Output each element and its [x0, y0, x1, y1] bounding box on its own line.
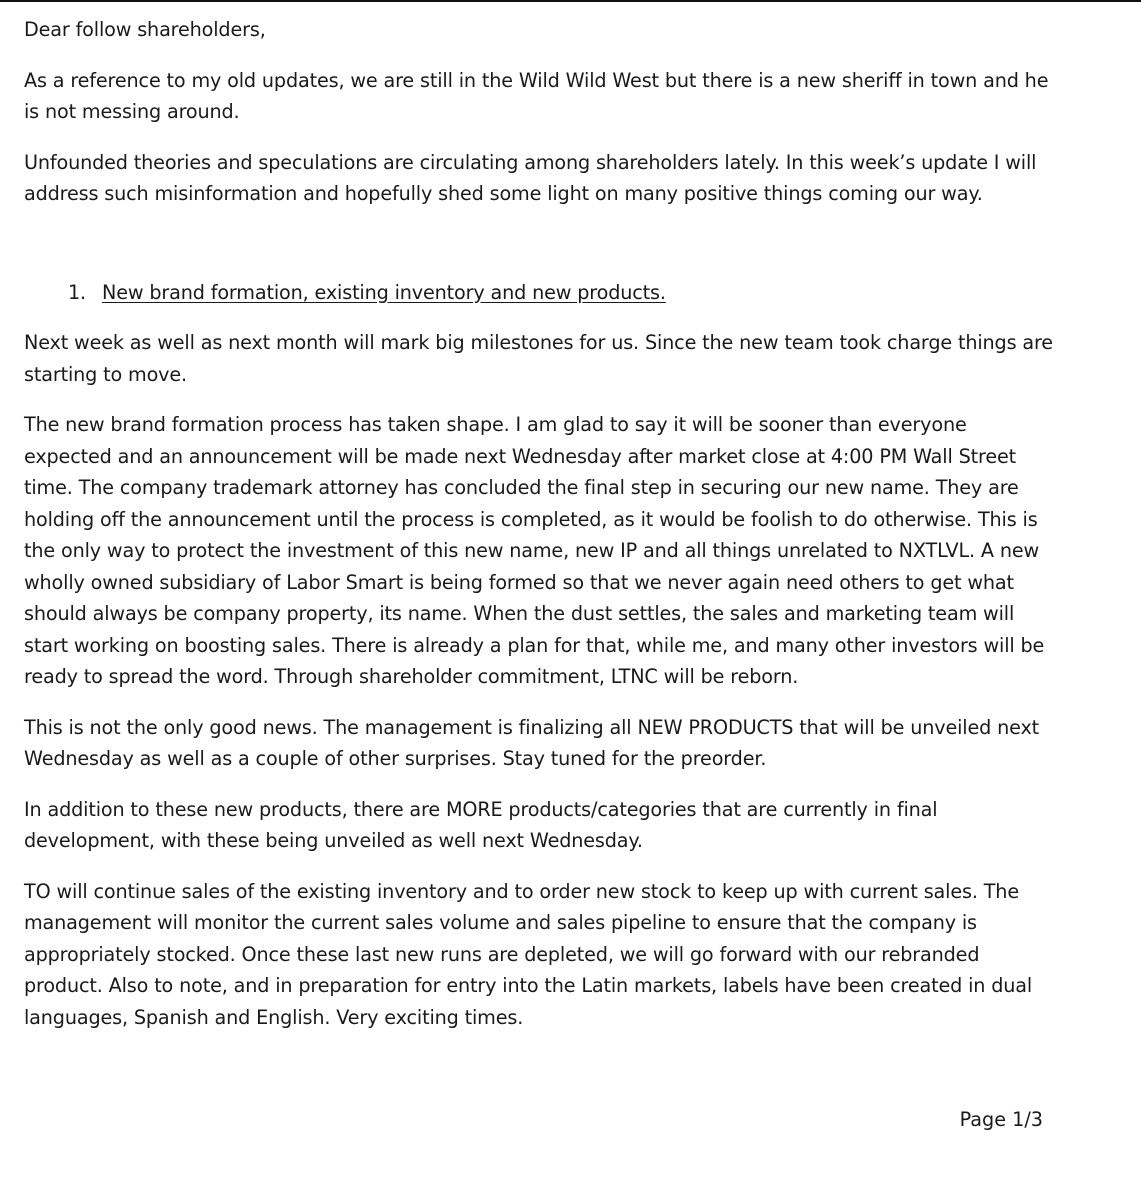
- document-page: [24, 14, 1054, 1052]
- section-title: New brand formation, existing inventory and new products.: [102, 280, 666, 304]
- body-paragraph-1: Next week as well as next month will mark big milestones for us. Since the new team took charge things are starting to move.: [24, 331, 1053, 386]
- body-paragraph-5: TO will continue sales of the existing inventory and to order new stock to keep up with current sales. The management will monitor the current sales volume and sales pipeline to ensure that the company is appropriately stocked. Once these last new runs are depleted, we will go forward with our rebranded product. Also to note, and in preparation for entry into the Latin markets, labels have been created in dual languages, Spanish and English. Very exciting times.: [24, 879, 1033, 1029]
- body-paragraph-3: This is not the only good news. The management is finalizing all NEW PRODUCTS that will be unveiled next Wednesday as well as a couple of other surprises. Stay tuned for the preorder.: [24, 715, 1040, 770]
- greeting: Dear follow shareholders,: [24, 18, 266, 41]
- intro-paragraph-1: As a reference to my old updates, we are still in the Wild Wild West but there is a new sheriff in town and he is not messing around.: [24, 68, 1049, 123]
- intro-paragraph-2: Unfounded theories and speculations are circulating among shareholders lately. In this week’s update I will address such misinformation and hopefully shed some light on many positive things coming our way.: [24, 150, 1037, 205]
- page-number: Page 1/3: [959, 1108, 1043, 1131]
- section-heading: [24, 277, 1054, 309]
- body-paragraph-4: In addition to these new products, there are MORE products/categories that are currently in final development, with these being unveiled as well next Wednesday.: [24, 797, 938, 852]
- section-number: 1.: [67, 280, 86, 304]
- blank-line: [24, 229, 1054, 277]
- top-border-rule: [0, 0, 1141, 2]
- body-paragraph-2: The new brand formation process has taken shape. I am glad to say it will be sooner than everyone expected and an announcement will be made next Wednesday after market close at 4:00 PM Wall Street time. The company trademark attorney has concluded the final step in securing our new name. They are holding off the announcement until the process is completed, as it would be foolish to do otherwise. This is the only way to protect the investment of this new name, new IP and all things unrelated to NXTLVL. A new wholly owned subsidiary of Labor Smart is being formed so that we never again need others to get what should always be company property, its name. When the dust settles, the sales and marketing team will start working on boosting sales. There is already a plan for that, while me, and many other investors will be ready to spread the word. Through shareholder commitment, LTNC will be reborn.: [24, 413, 1045, 688]
